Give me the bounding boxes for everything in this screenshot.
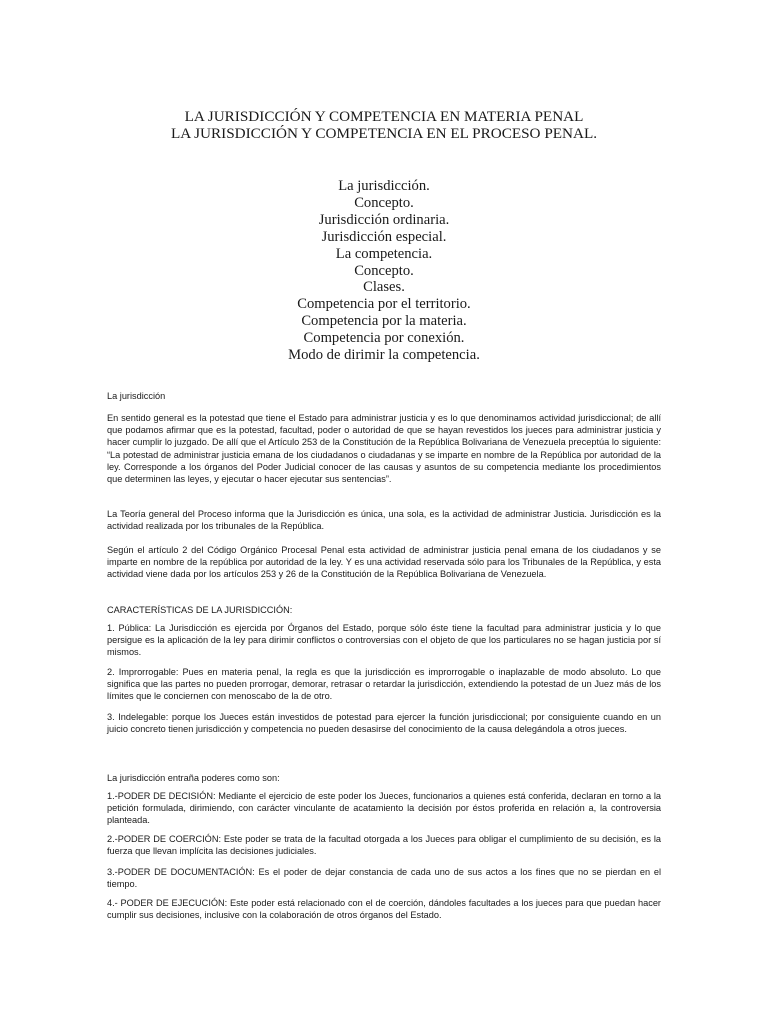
paragraph-text: Según el artículo 2 del Código Orgánico Procesal Penal esta actividad de administrar justicia penal emana de los ciudadanos y se imparte en nombre de la república por autoridad de la ley. Y es una actividad reservada sólo para los Tribunales de la República, y esta actividad viene dada por los artículos 253 y 26 de la Constitución de la República Bolivariana de Venezuela.: [107, 545, 661, 580]
paragraph-definicion: [107, 412, 661, 485]
paragraph-articulo-2: [107, 544, 661, 581]
toc-item: Concepto.: [354, 262, 414, 279]
toc-item: Jurisdicción especial.: [321, 228, 447, 245]
table-of-contents: [0, 178, 768, 364]
section-heading-poderes: La jurisdicción entraña poderes como son:: [107, 773, 280, 783]
paragraph-text: 2.-PODER DE COERCIÓN: Este poder se trata de la facultad otorgada a los Jueces para obligar el cumplimiento de su decisión, es la fuerza que llevan implícita las decisiones judiciales.: [107, 834, 661, 857]
characteristic-indelegable: [107, 711, 661, 735]
paragraph-text: 1.-PODER DE DECISIÓN: Mediante el ejercicio de este poder los Jueces, funcionarios a quienes está conferida, declaran en torno a la petición formulada, dirimiendo, con carácter vinculante de acatamiento la decisión por éstos proferida en relación a, la controversia planteada.: [107, 791, 661, 826]
document-title: [0, 108, 768, 142]
paragraph-text: 1. Pública: La Jurisdicción es ejercida por Órganos del Estado, porque sólo éste tiene la facultad para administrar justicia y lo que persigue es la aplicación de la ley para dirimir conflictos o controversias con el objeto de que los particulares no se hagan justicia por sí mismos.: [107, 623, 661, 658]
section-heading-jurisdiccion: La jurisdicción: [107, 391, 166, 401]
paragraph-text: 2. Improrrogable: Pues en materia penal, la regla es que la jurisdicción es improrrogable o inaplazable de modo absoluto. Lo que significa que las partes no pueden prorrogar, demorar, retrasar o retardar la jurisdicción, extendiendo la potestad de un Juez más de los límites que le conciernen con menoscabo de la de otro.: [107, 667, 661, 702]
paragraph-text: 3.-PODER DE DOCUMENTACIÓN: Es el poder de dejar constancia de cada uno de sus actos a los fines que no se pierdan en el tiempo.: [107, 867, 661, 890]
paragraph-text: En sentido general es la potestad que tiene el Estado para administrar justicia y es lo que denominamos actividad jurisdiccional; de allí que podamos afirmar que es la potestad, facultad, poder o autoridad de que se hayan revestidos los jueces para administrar justicia y hacer cumplir lo juzgado. De allí que el Artículo 253 de la Constitución de la República Bolivariana de Venezuela preceptúa lo siguiente: “La potestad de administrar justicia emana de los ciudadanos o ciudadanas y se imparte en nombre de la República por autoridad de la ley. Corresponde a los órganos del Poder Judicial conocer de las causas y asuntos de su competencia mediante los procedimientos que determinen las leyes, y ejecutar o hacer ejecutar sus sentencias”.: [107, 413, 661, 485]
toc-item: Competencia por conexión.: [303, 330, 465, 347]
toc-item: La competencia.: [335, 245, 433, 262]
title-line-1: LA JURISDICCIÓN Y COMPETENCIA EN MATERIA PENAL: [184, 108, 584, 125]
power-decision: [107, 790, 661, 827]
power-documentacion: [107, 866, 661, 890]
characteristic-publica: [107, 622, 661, 659]
paragraph-text: 4.- PODER DE EJECUCIÓN: Este poder está relacionado con el de coerción, dándoles facultades a los jueces para que puedan hacer cumplir sus decisiones, inclusive con la colaboración de otros órganos del Estado.: [107, 898, 661, 921]
toc-item: La jurisdicción.: [338, 178, 430, 194]
paragraph-text: 3. Indelegable: porque los Jueces están investidos de potestad para ejercer la función jurisdiccional; por consiguiente cuando en un juicio concreto tienen jurisdicción y competencia no pueden desasirse del conocimiento de la causa delegándola a otros jueces.: [107, 712, 661, 735]
section-heading-caracteristicas: CARACTERÍSTICAS DE LA JURISDICCIÓN:: [107, 605, 293, 615]
toc-item: Modo de dirimir la competencia.: [288, 347, 480, 364]
paragraph-text: La Teoría general del Proceso informa que la Jurisdicción es única, una sola, es la actividad de administrar Justicia. Jurisdicción es la actividad realizada por los tribunales de la República.: [107, 509, 661, 532]
toc-item: Competencia por la materia.: [301, 313, 467, 330]
toc-item: Concepto.: [354, 194, 414, 211]
power-coercion: [107, 833, 661, 857]
toc-item: Jurisdicción ordinaria.: [318, 211, 450, 228]
title-line-2: LA JURISDICCIÓN Y COMPETENCIA EN EL PROCESO PENAL.: [170, 125, 598, 142]
characteristic-improrrogable: [107, 666, 661, 703]
toc-item: Competencia por el territorio.: [297, 296, 471, 313]
paragraph-teoria-general: [107, 508, 661, 532]
toc-item: Clases.: [363, 279, 405, 296]
power-ejecucion: [107, 897, 661, 921]
